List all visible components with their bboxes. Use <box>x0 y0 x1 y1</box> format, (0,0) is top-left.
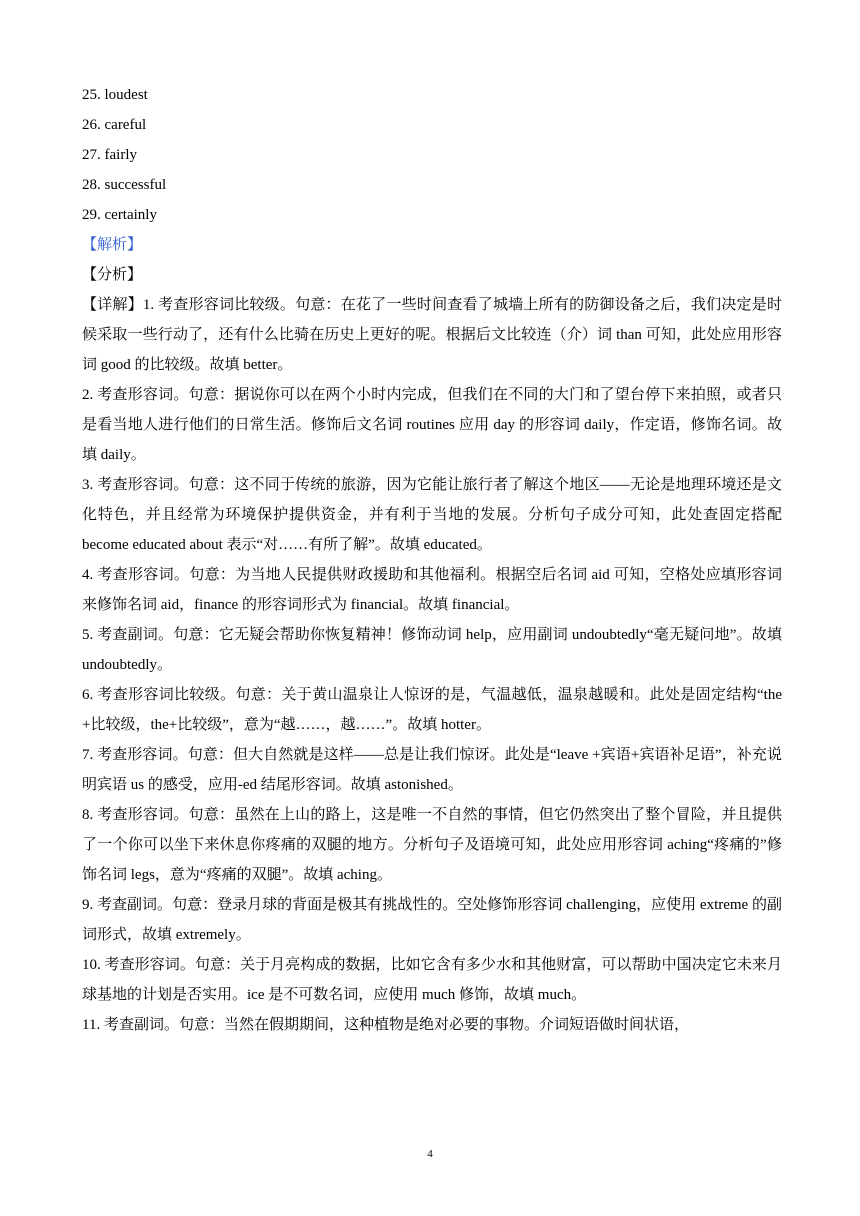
explanation-paragraph: 9. 考查副词。句意：登录月球的背面是极其有挑战性的。空处修饰形容词 challenging，应使用 extreme 的副词形式，故填 extremely。 <box>82 897 782 943</box>
answer-line: 27. fairly <box>82 147 137 163</box>
answer-line: 25. loudest <box>82 87 148 103</box>
answer-line: 29. certainly <box>82 207 157 223</box>
answer-line: 26. careful <box>82 117 147 133</box>
explanation-paragraph: 7. 考查形容词。句意：但大自然就是这样——总是让我们惊讶。此处是“leave +宾语+宾语补足语”，补充说明宾语 us 的感受，应用-ed 结尾形容词。故填 astonished。 <box>82 747 782 793</box>
answer-line: 28. successful <box>82 177 167 193</box>
explanation-paragraph: 8. 考查形容词。句意：虽然在上山的路上，这是唯一不自然的事情，但它仍然突出了整个冒险，并且提供了一个你可以坐下来休息你疼痛的双腿的地方。分析句子及语境可知，此处应用形容词 aching“疼痛的”修饰名词 legs，意为“疼痛的双腿”。故填 aching。 <box>82 807 782 883</box>
explanation-paragraph: 10. 考查形容词。句意：关于月亮构成的数据，比如它含有多少水和其他财富，可以帮助中国决定它未来月球基地的计划是否实用。ice 是不可数名词，应使用 much 修饰，故填 much。 <box>82 957 782 1003</box>
explanation-paragraph: 3. 考查形容词。句意：这不同于传统的旅游，因为它能让旅行者了解这个地区——无论是地理环境还是文化特色，并且经常为环境保护提供资金，并有利于当地的发展。分析句子成分可知，此处查固定搭配 become educated about 表示“对……有所了解”。故填 educated。 <box>82 477 782 553</box>
section-fenxi-heading: 【分析】 <box>82 267 143 283</box>
page-content <box>82 80 782 1040</box>
explanation-paragraph: 2. 考查形容词。句意：据说你可以在两个小时内完成，但我们在不同的大门和了望台停下来拍照，或者只是看当地人进行他们的日常生活。修饰后文名词 routines 应用 day 的形容词 daily，作定语，修饰名词。故填 daily。 <box>82 387 782 463</box>
page-number: 4 <box>427 1148 433 1160</box>
explanation-paragraph: 5. 考查副词。句意：它无疑会帮助你恢复精神！修饰动词 help，应用副词 undoubtedly“毫无疑问地”。故填 undoubtedly。 <box>82 627 782 673</box>
explanation-paragraph: 6. 考查形容词比较级。句意：关于黄山温泉让人惊讶的是，气温越低，温泉越暖和。此处是固定结构“the +比较级，the+比较级”，意为“越……，越……”。故填 hotter。 <box>82 687 782 733</box>
section-jiexi-heading: 【解析】 <box>82 237 143 253</box>
explanation-paragraph: 4. 考查形容词。句意：为当地人民提供财政援助和其他福利。根据空后名词 aid 可知，空格处应填形容词来修饰名词 aid，finance 的形容词形式为 financial。故填 financial。 <box>82 567 782 613</box>
explanation-paragraph: 11. 考查副词。句意：当然在假期期间，这种植物是绝对必要的事物。介词短语做时间状语， <box>82 1017 689 1033</box>
explanation-paragraph: 【详解】1. 考查形容词比较级。句意：在花了一些时间查看了城墙上所有的防御设备之后，我们决定是时候采取一些行动了，还有什么比骑在历史上更好的呢。根据后文比较连（介）词 than 可知，此处应用形容词 good 的比较级。故填 better。 <box>82 297 782 373</box>
